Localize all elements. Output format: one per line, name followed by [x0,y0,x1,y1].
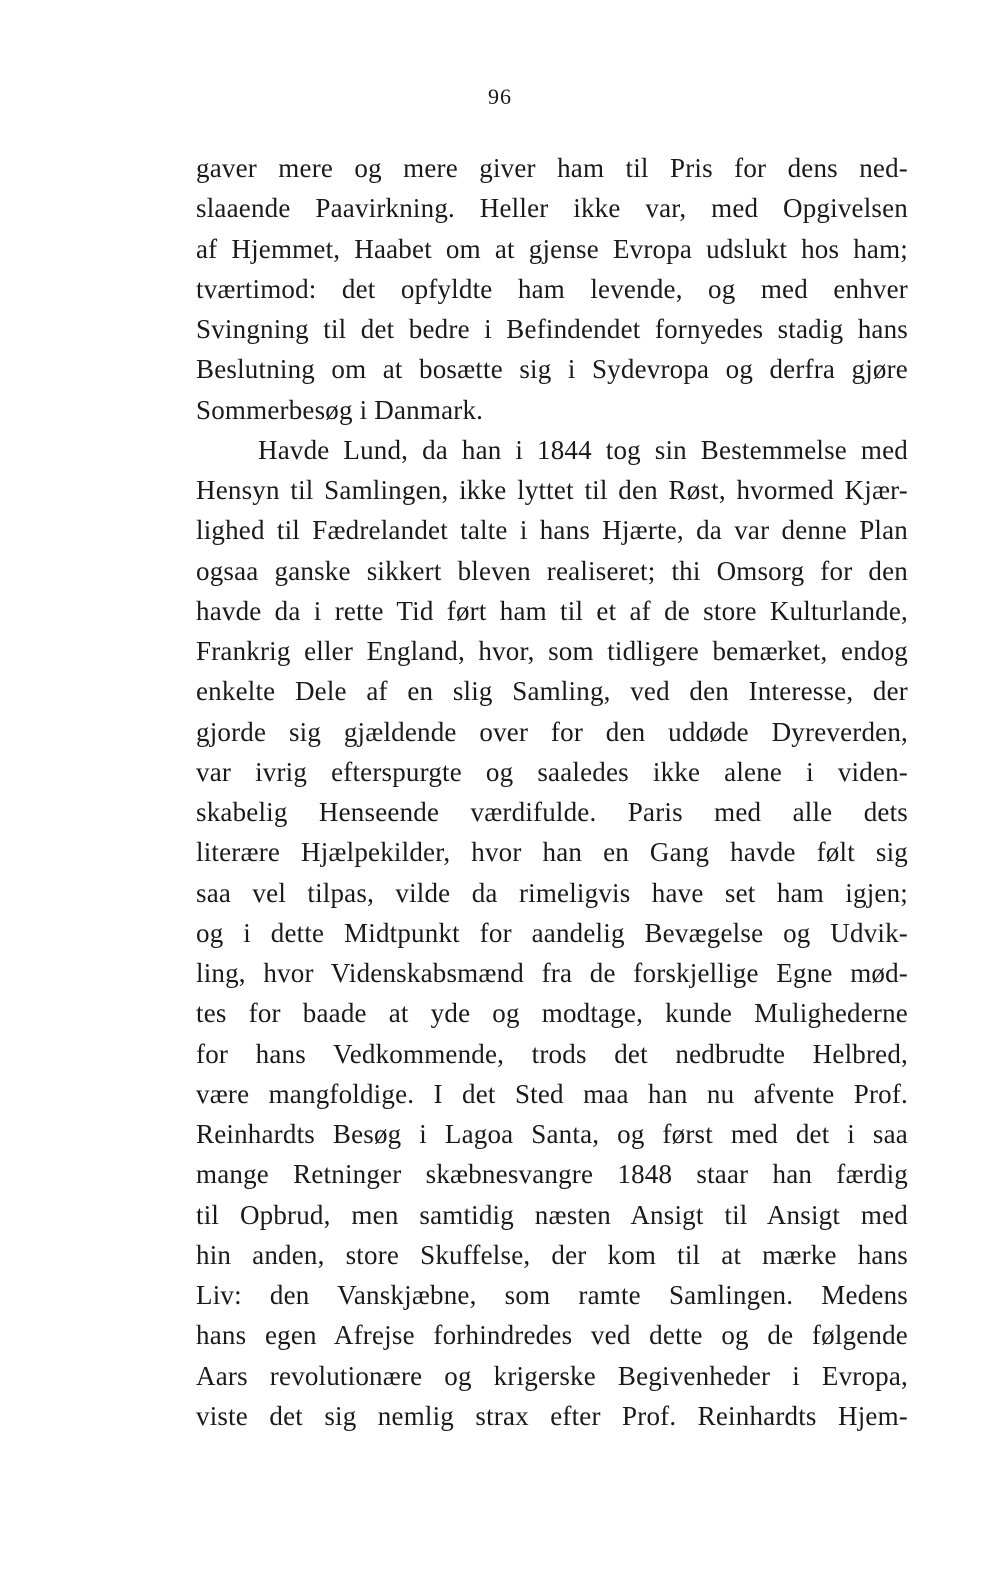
page-number: 96 [488,84,512,109]
text-line: tes for baade at yde og modtage, kunde Mulighederne [196,998,908,1029]
text-line: være mangfoldige. I det Sted maa han nu afvente Prof. [196,1078,908,1109]
text-line: enkelte Dele af en slig Samling, ved den Interesse, der [196,676,908,707]
text-line: Beslutning om at bosætte sig i Sydevropa og derfra gjøre [196,354,908,385]
text-line: literære Hjælpekilder, hvor han en Gang havde følt sig [196,837,908,868]
text-line: lighed til Fædrelandet talte i hans Hjærte, da var denne Plan [196,515,908,546]
text-line: gjorde sig gjældende over for den uddøde Dyreverden, [196,716,908,747]
text-line: skabelig Henseende værdifulde. Paris med alle dets [196,797,908,827]
text-line: ogsaa ganske sikkert bleven realiseret; thi Omsorg for den [196,555,908,586]
text-line: saa vel tilpas, vilde da rimeligvis have set ham igjen; [196,877,908,908]
text-line: tværtimod: det opfyldte ham levende, og med enhver [196,273,908,304]
text-line: Frankrig eller England, hvor, som tidligere bemærket, endog [196,636,908,666]
text-line: var ivrig efterspurgte og saaledes ikke alene i viden- [196,756,908,787]
text-line: og i dette Midtpunkt for aandelig Bevægelse og Udvik- [196,917,908,948]
text-line: gaver mere og mere giver ham til Pris for dens ned- [196,153,908,183]
text-line: Hensyn til Samlingen, ikke lyttet til den Røst, hvormed Kjær- [196,475,908,505]
text-line: Aars revolutionære og krigerske Begivenheder i Evropa, [196,1360,908,1391]
body-text [196,148,908,1436]
text-line: slaaende Paavirkning. Heller ikke var, med Opgivelsen [196,193,908,224]
text-line: ling, hvor Videnskabsmænd fra de forskjellige Egne mød- [196,958,908,988]
text-line: til Opbrud, men samtidig næsten Ansigt til Ansigt med [196,1199,908,1230]
text-line: Svingning til det bedre i Befindendet fornyedes stadig hans [196,314,908,344]
text-line: Sommerbesøg i Danmark. [196,394,484,425]
text-line: mange Retninger skæbnesvangre 1848 staar han færdig [196,1159,908,1190]
text-line: havde da i rette Tid ført ham til et af de store Kulturlande, [196,595,908,626]
text-line: for hans Vedkommende, trods det nedbrudte Helbred, [196,1038,908,1069]
text-line: Liv: den Vanskjæbne, som ramte Samlingen. Medens [196,1280,908,1310]
text-line: hin anden, store Skuffelse, der kom til at mærke hans [196,1239,908,1270]
text-line: af Hjemmet, Haabet om at gjense Evropa udslukt hos ham; [196,233,908,264]
text-line: Havde Lund, da han i 1844 tog sin Bestemmelse med [258,434,908,465]
text-line: Reinhardts Besøg i Lagoa Santa, og først med det i saa [196,1119,908,1149]
text-line: viste det sig nemlig strax efter Prof. Reinhardts Hjem- [196,1400,908,1431]
text-line: hans egen Afrejse forhindredes ved dette og de følgende [196,1320,908,1351]
